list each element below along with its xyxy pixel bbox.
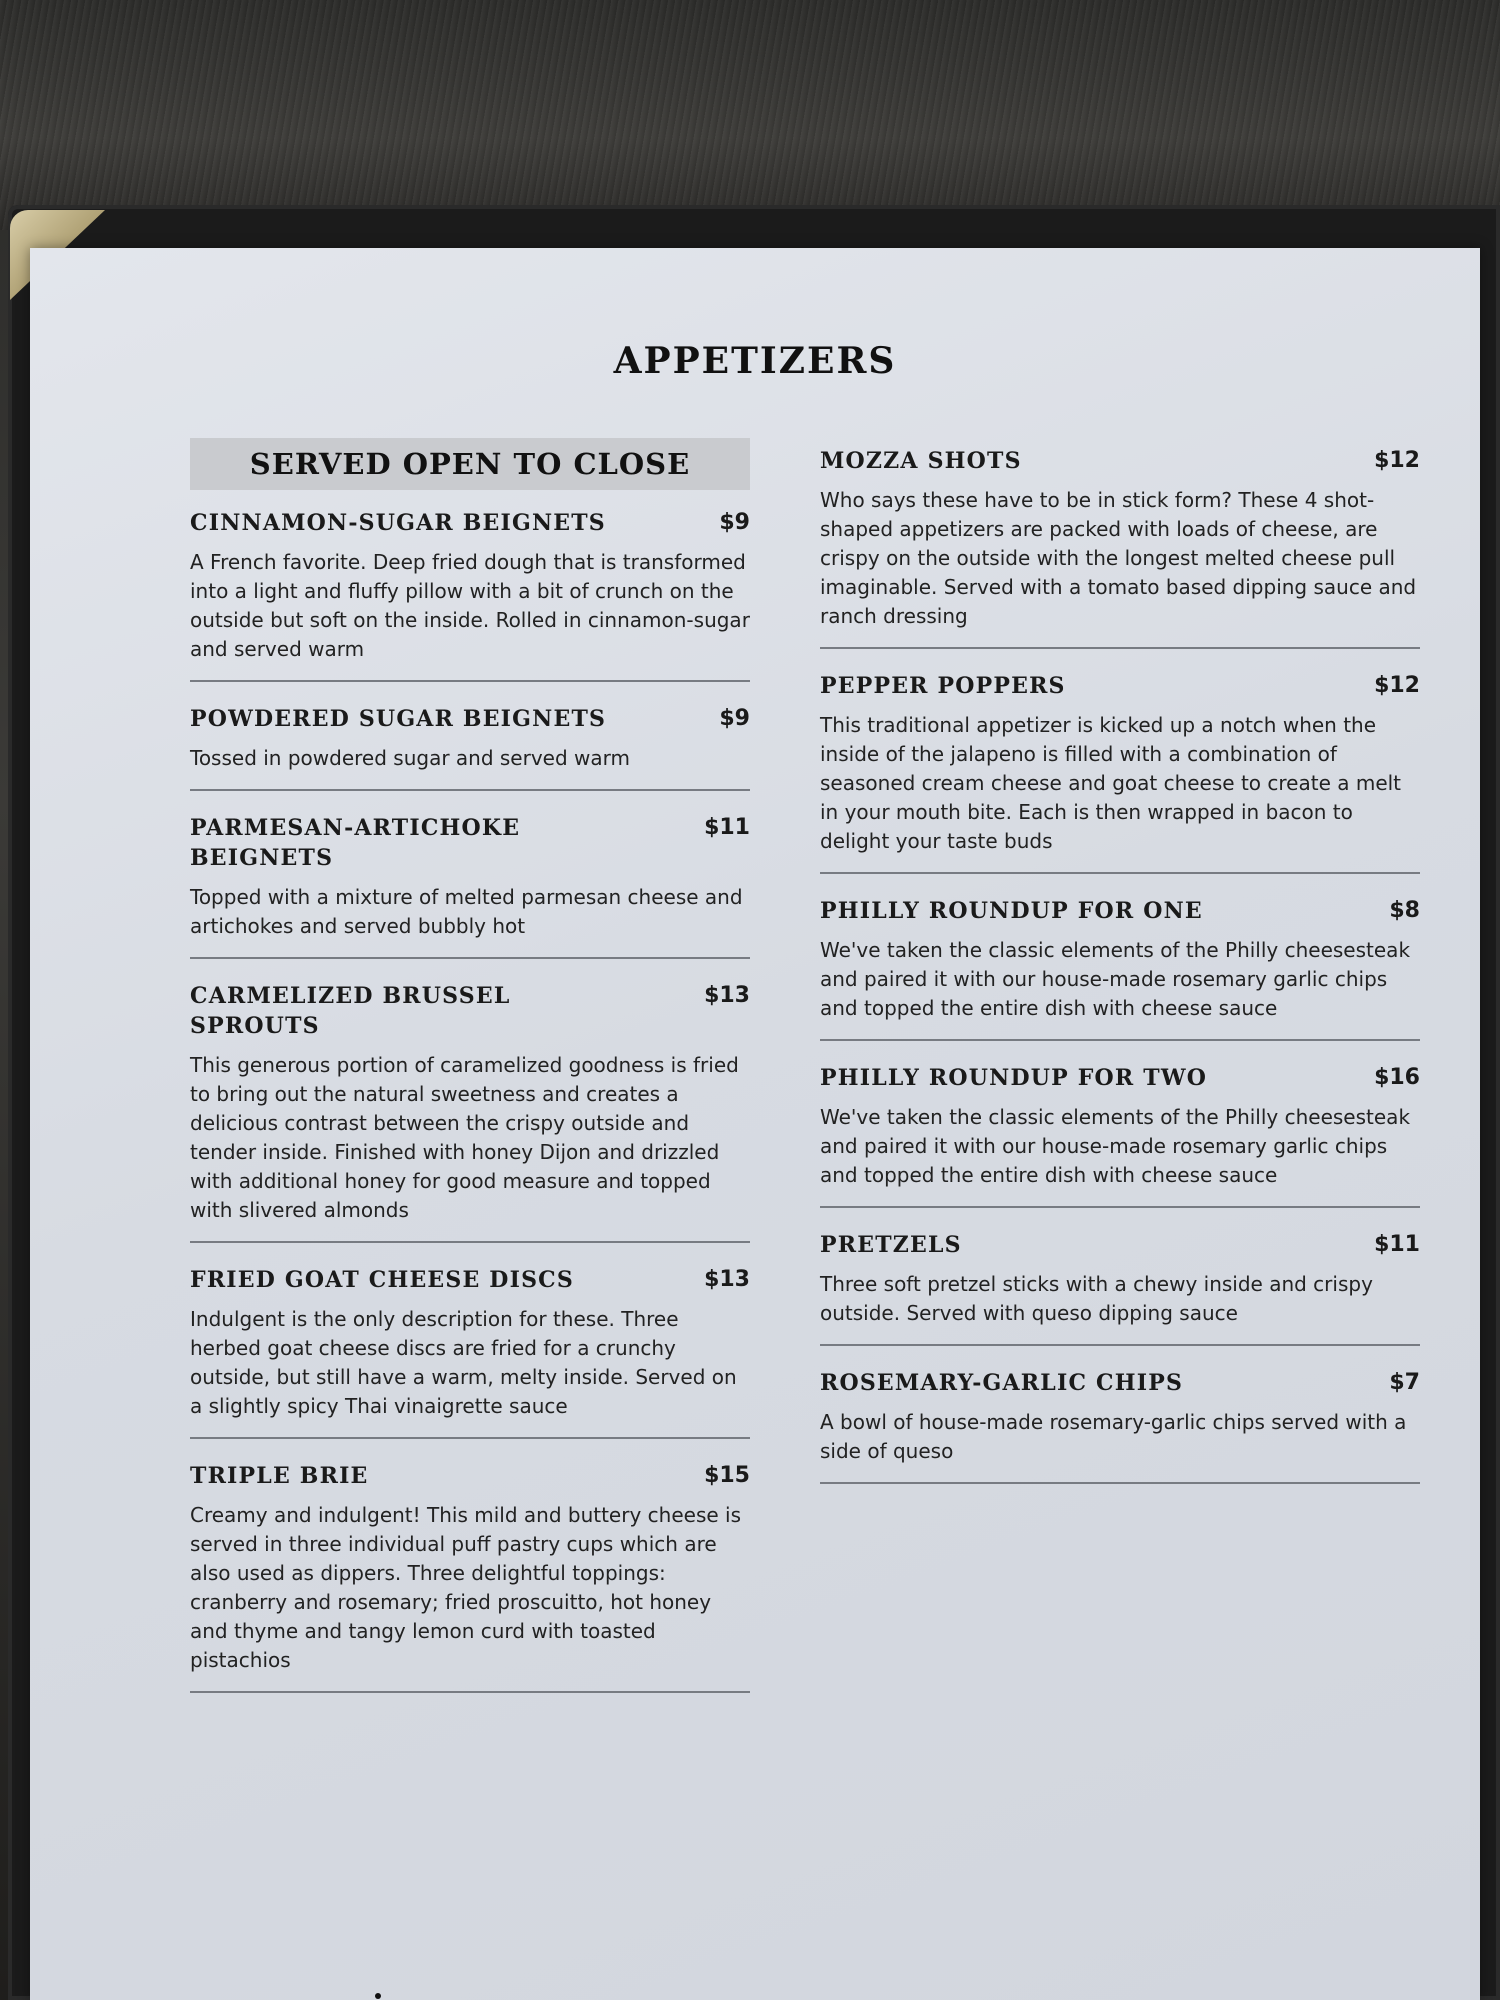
menu-item-price: $13 [704,1267,750,1292]
menu-item-header [820,896,1420,926]
menu-item [820,1055,1420,1208]
menu-item [820,1360,1420,1484]
menu-item-price: $12 [1374,448,1420,473]
menu-page [30,248,1480,2000]
menu-item-name: CINNAMON-SUGAR BEIGNETS [190,510,606,536]
menu-item-header [820,671,1420,701]
menu-item-name: MOZZA SHOTS [820,448,1022,474]
menu-item-name: PRETZELS [820,1232,962,1258]
left-item-list [190,500,750,1693]
menu-item [820,438,1420,649]
menu-item-description: We've taken the classic elements of the Philly cheesesteak and paired it with our house-made rosemary garlic chips and topped the entire dish with cheese sauce [820,938,1411,1020]
menu-item [190,1257,750,1439]
right-column [820,438,1420,1484]
menu-item-header [190,1265,750,1295]
menu-item-name: PEPPER POPPERS [820,673,1066,699]
menu-item-description: We've taken the classic elements of the Philly cheesesteak and paired it with our house-made rosemary garlic chips and topped the entire dish with cheese sauce [820,1105,1411,1187]
menu-item-description: A bowl of house-made rosemary-garlic chips served with a side of queso [820,1410,1407,1463]
menu-item-description: Indulgent is the only description for these. Three herbed goat cheese discs are fried for a crunchy outside, but still have a warm, melty inside. Served on a slightly spicy Thai vinaigrette sauce [190,1307,737,1418]
menu-item-description: Creamy and indulgent! This mild and buttery cheese is served in three individual puff pastry cups which are also used as dippers. Three delightful toppings: cranberry and rosemary; fried proscuitto, hot honey and thyme and tangy lemon curd with toasted pistachios [190,1503,741,1672]
menu-item-name: PHILLY ROUNDUP FOR ONE [820,898,1203,924]
menu-item [190,973,750,1243]
menu-item-name: TRIPLE BRIE [190,1463,369,1489]
menu-item-price: $12 [1374,673,1420,698]
menu-item-price: $9 [719,706,750,731]
left-column [190,438,750,1693]
ink-mark [375,1993,381,1999]
menu-item [820,663,1420,874]
menu-item-price: $11 [1374,1232,1420,1257]
menu-item-name: CARMELIZED BRUSSEL SPROUTS [190,983,511,1039]
menu-item-header [190,508,750,538]
menu-item-price: $16 [1374,1065,1420,1090]
menu-item-description: Three soft pretzel sticks with a chewy inside and crispy outside. Served with queso dipping sauce [820,1272,1373,1325]
menu-item-price: $11 [704,815,750,840]
menu-item-description: Who says these have to be in stick form? These 4 shot-shaped appetizers are packed with loads of cheese, are crispy on the outside with the longest melted cheese pull imaginable. Served with a tomato based dipping sauce and ranch dressing [820,488,1417,628]
menu-item-name: FRIED GOAT CHEESE DISCS [190,1267,574,1293]
menu-item-name: PHILLY ROUNDUP FOR TWO [820,1065,1208,1091]
menu-item-description: This generous portion of caramelized goodness is fried to bring out the natural sweetness and creates a delicious contrast between the crispy outside and tender inside. Finished with honey Dijon and drizzled with additional honey for good measure and topped with slivered almonds [190,1053,739,1222]
table-surface [0,0,1500,230]
menu-item-header [190,704,750,734]
menu-item-price: $8 [1389,898,1420,923]
menu-item-description: This traditional appetizer is kicked up a notch when the inside of the jalapeno is filled with a combination of seasoned cream cheese and goat cheese to create a melt in your mouth bite. Each is then wrapped in bacon to delight your taste buds [820,713,1402,853]
menu-item [820,1222,1420,1346]
menu-item-header [820,1230,1420,1260]
menu-item-header [820,1368,1420,1398]
menu-item-price: $15 [704,1463,750,1488]
right-item-list [820,438,1420,1484]
menu-item-header [820,1063,1420,1093]
menu-item [820,888,1420,1041]
section-banner: SERVED OPEN TO CLOSE [190,438,750,490]
menu-item-header [190,1461,750,1491]
menu-item-description: A French favorite. Deep fried dough that is transformed into a light and fluffy pillow with a bit of crunch on the outside but soft on the inside. Rolled in cinnamon-sugar and served warm [190,550,750,661]
menu-item-name: POWDERED SUGAR BEIGNETS [190,706,607,732]
menu-item-name: PARMESAN-ARTICHOKE BEIGNETS [190,815,521,871]
menu-item-price: $7 [1389,1370,1420,1395]
menu-item-name: ROSEMARY-GARLIC CHIPS [820,1370,1184,1396]
menu-item-description: Topped with a mixture of melted parmesan cheese and artichokes and served bubbly hot [190,885,743,938]
menu-item-description: Tossed in powdered sugar and served warm [190,746,630,770]
page-title: APPETIZERS [613,340,897,382]
menu-item-price: $9 [719,510,750,535]
menu-item-header [190,981,750,1041]
menu-item-header [820,446,1420,476]
menu-item [190,500,750,682]
menu-item [190,1453,750,1693]
menu-item [190,696,750,791]
menu-item-price: $13 [704,983,750,1008]
menu-item-header [190,813,750,873]
menu-item [190,805,750,959]
